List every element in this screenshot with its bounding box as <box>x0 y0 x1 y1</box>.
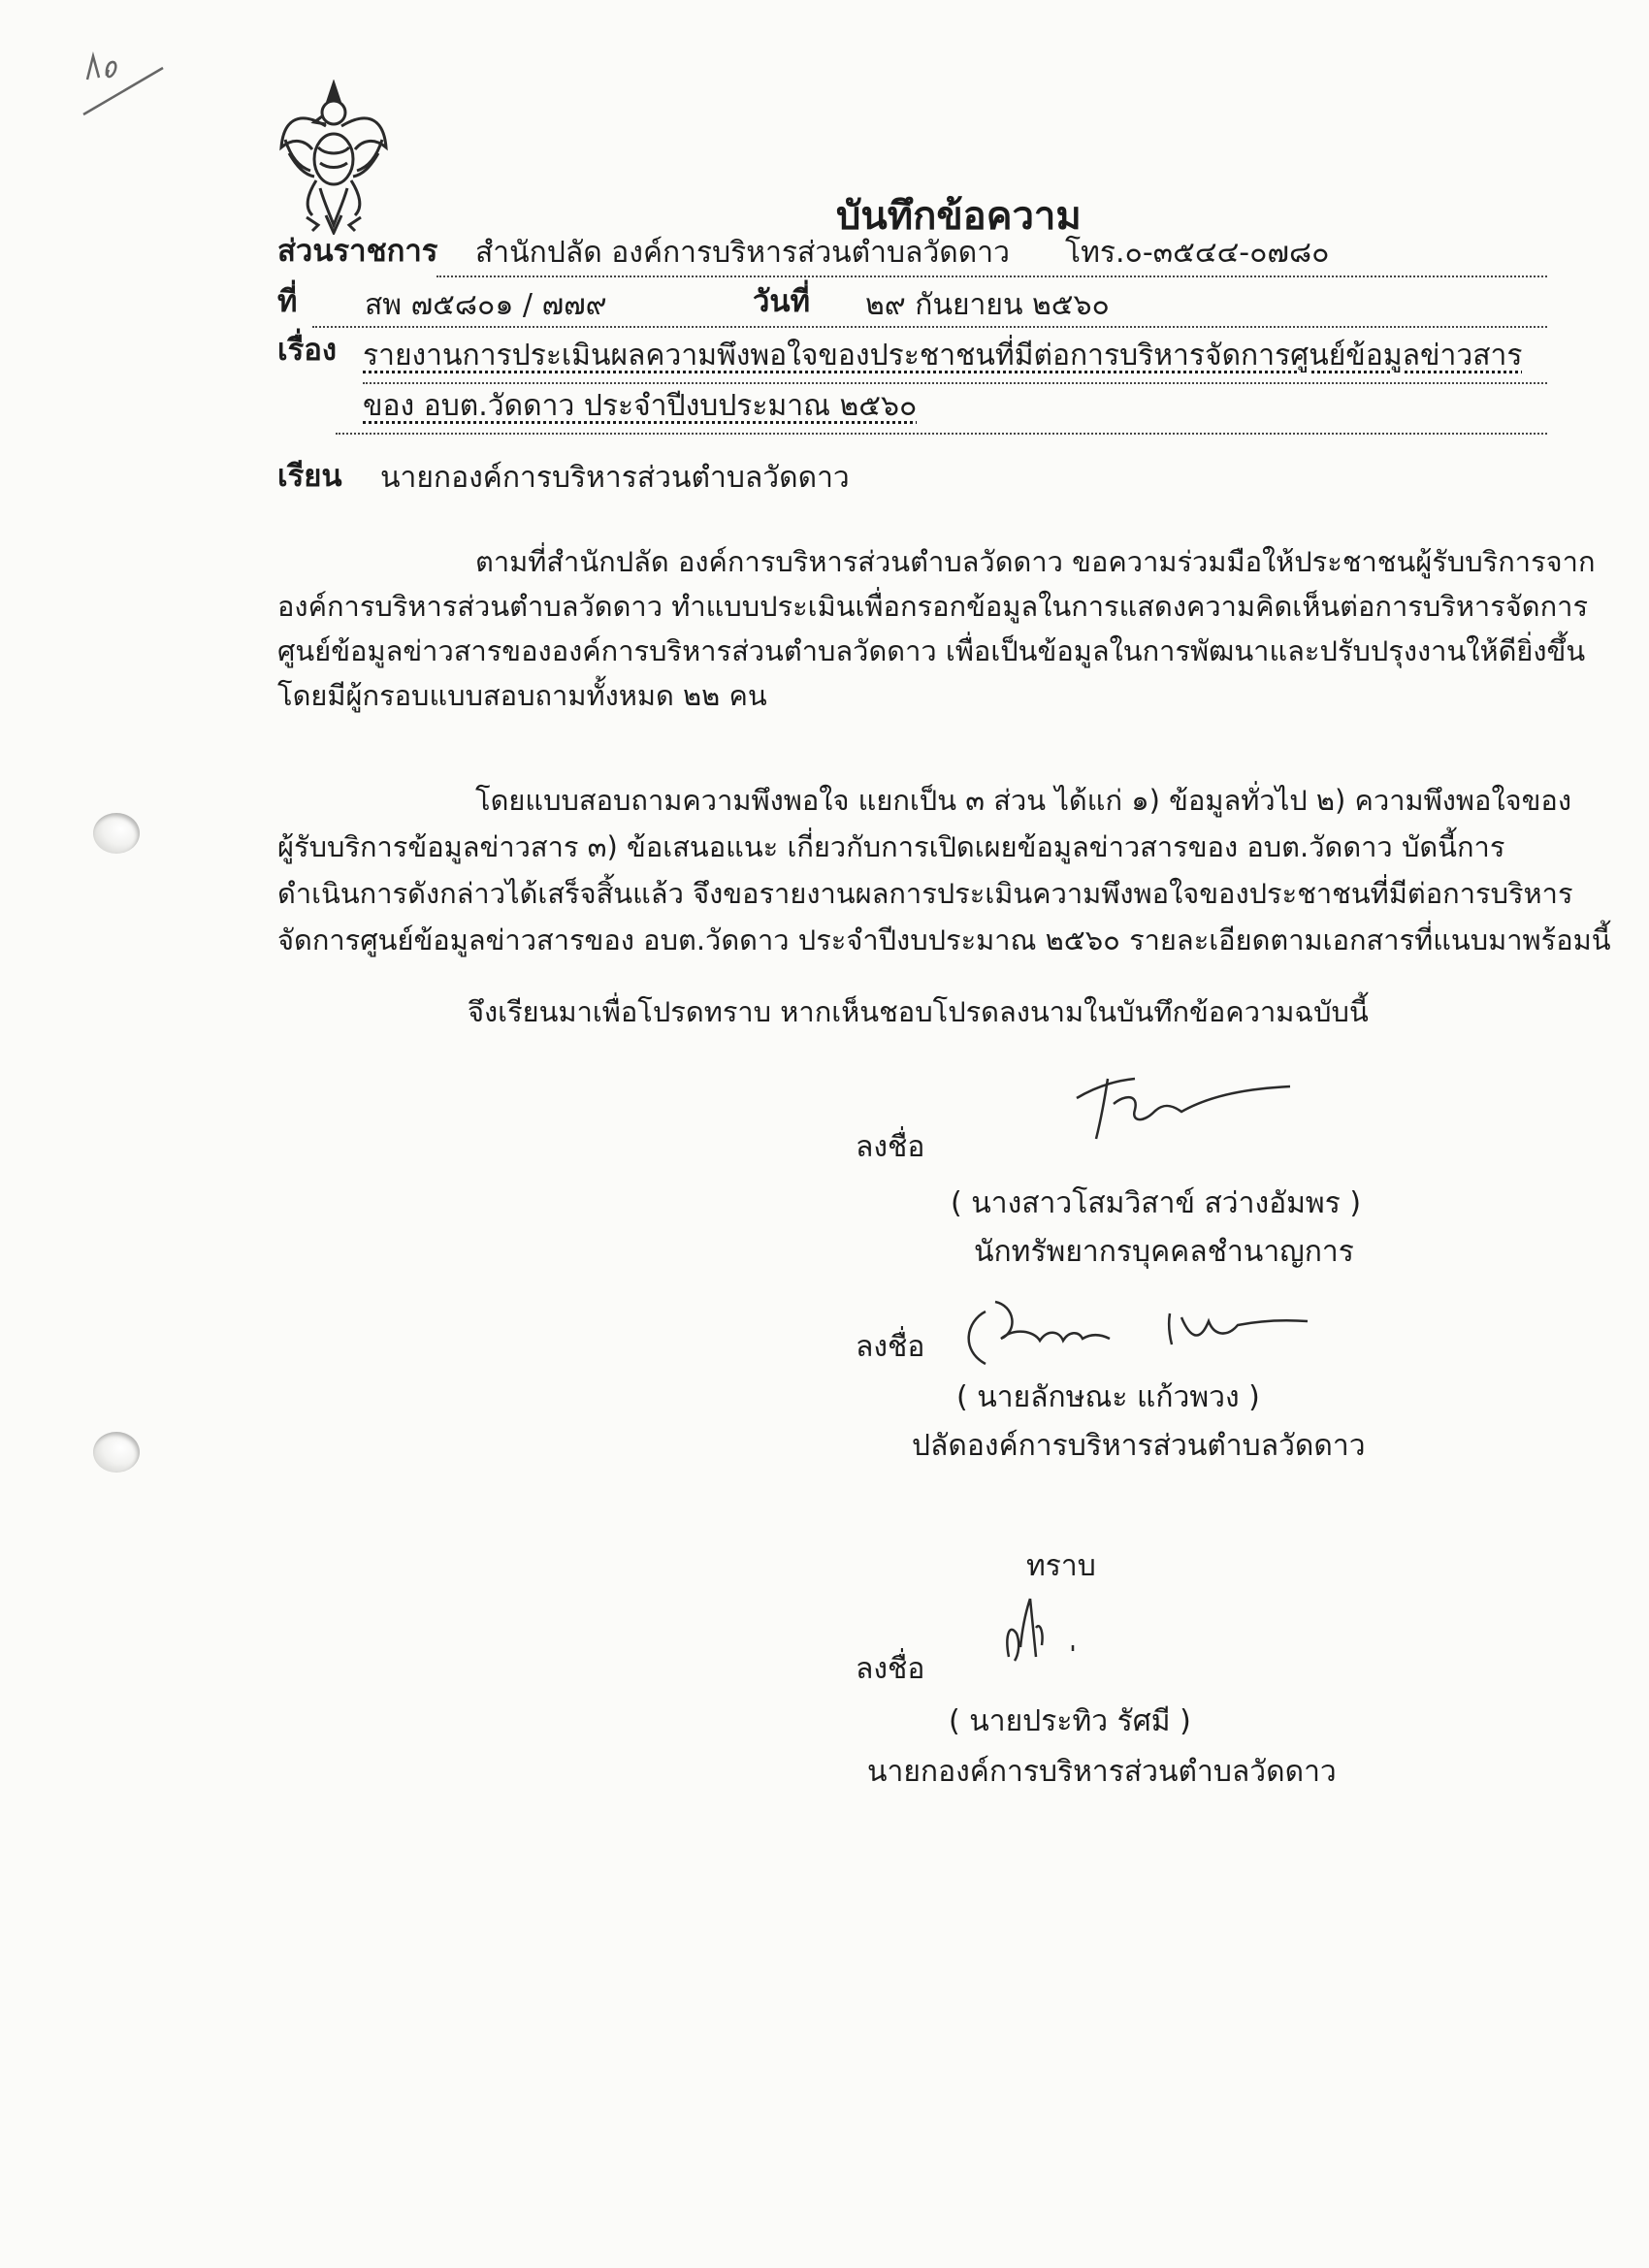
ref-label: ที่ <box>277 284 298 319</box>
agency-value: สำนักปลัด องค์การบริหารส่วนตำบลวัดดาว <box>475 236 1010 270</box>
signer-name-3: ( นายประทิว รัศมี ) <box>949 1704 1191 1738</box>
memo-title: บันทึกข้อความ <box>836 194 1082 239</box>
signer-position-2: ปลัดองค์การบริหารส่วนตำบลวัดดาว <box>912 1429 1366 1463</box>
para2-line-3: ดำเนินการดังกล่าวได้เสร็จสิ้นแล้ว จึงขอรายงานผลการประเมินความพึงพอใจของประชาชนที่มีต่อการบริหาร <box>277 877 1573 910</box>
para2-line-2: ผู้รับบริการข้อมูลข่าวสาร ๓) ข้อเสนอแนะ เกี่ยวกับการเปิดเผยข้อมูลข่าวสารของ อบต.วัดดาว บัดนี้การ <box>277 830 1505 863</box>
sign-label-3: ลงชื่อ <box>856 1652 925 1686</box>
ref-number: สพ ๗๕๘๐๑ / ๗๗๙ <box>365 288 607 322</box>
handwritten-signature-2 <box>947 1282 1325 1379</box>
date-value: ๒๙ กันยายน ๒๕๖๐ <box>865 288 1110 322</box>
corner-handwritten-mark <box>70 29 186 116</box>
signer-position-3: นายกองค์การบริหารส่วนตำบลวัดดาว <box>867 1755 1337 1789</box>
phone-number: โทร.๐-๓๕๔๔-๐๗๘๐ <box>1065 236 1330 270</box>
closing-line: จึงเรียนมาเพื่อโปรดทราบ หากเห็นชอบโปรดลงนามในบันทึกข้อความฉบับนี้ <box>468 995 1369 1028</box>
handwritten-signature-3 <box>991 1589 1108 1670</box>
punch-hole-bottom <box>93 1432 140 1473</box>
para1-line-4: โดยมีผู้กรอบแบบสอบถามทั้งหมด ๒๒ คน <box>277 679 767 712</box>
signer-name-2: ( นายลักษณะ แก้วพวง ) <box>956 1380 1260 1414</box>
agency-dotted-line <box>436 275 1547 277</box>
punch-hole-top <box>93 813 140 854</box>
para1-line-3: ศูนย์ข้อมูลข่าวสารขององค์การบริหารส่วนตำบลวัดดาว เพื่อเป็นข้อมูลในการพัฒนาและปรับปรุงงานให้ดียิ่งขึ้น <box>277 634 1586 667</box>
agency-label: ส่วนราชการ <box>277 234 438 269</box>
subject-line-1: รายงานการประเมินผลความพึงพอใจของประชาชนที่มีต่อการบริหารจัดการศูนย์ข้อมูลข่าวสาร <box>363 339 1523 373</box>
salutation-value: นายกองค์การบริหารส่วนตำบลวัดดาว <box>380 461 850 495</box>
garuda-emblem <box>277 80 390 235</box>
para1-line-2: องค์การบริหารส่วนตำบลวัดดาว ทำแบบประเมินเพื่อกรอกข้อมูลในการแสดงความคิดเห็นต่อการบริหารจัดการ <box>277 590 1589 623</box>
salutation-label: เรียน <box>277 459 342 494</box>
subject-line-2: ของ อบต.วัดดาว ประจำปีงบประมาณ ๒๕๖๐ <box>363 389 918 423</box>
ref-dotted-line <box>312 326 1547 328</box>
para2-line-4: จัดการศูนย์ข้อมูลข่าวสารของ อบต.วัดดาว ประจำปีงบประมาณ ๒๕๖๐ รายละเอียดตามเอกสารที่แนบมาพร้อมนี้ <box>277 923 1611 956</box>
para1-line-1: ตามที่สำนักปลัด องค์การบริหารส่วนตำบลวัดดาว ขอความร่วมมือให้ประชาชนผู้รับบริการจาก <box>475 545 1596 578</box>
para2-line-1: โดยแบบสอบถามความพึงพอใจ แยกเป็น ๓ ส่วน ได้แก่ ๑) ข้อมูลทั่วไป ๒) ความพึงพอใจของ <box>475 784 1571 817</box>
acknowledge-label: ทราบ <box>1026 1549 1096 1583</box>
signer-name-1: ( นางสาวโสมวิสาข์ สว่างอัมพร ) <box>951 1186 1362 1220</box>
handwritten-signature-1 <box>1057 1065 1310 1143</box>
date-label: วันที่ <box>753 284 811 319</box>
sign-label-1: ลงชื่อ <box>856 1130 925 1164</box>
subject-dotted-line-2 <box>336 433 1547 435</box>
sign-label-2: ลงชื่อ <box>856 1330 925 1364</box>
subject-label: เรื่อง <box>277 333 338 368</box>
subject-dotted-line-1 <box>363 382 1547 384</box>
signer-position-1: นักทรัพยากรบุคคลชำนาญการ <box>974 1235 1354 1269</box>
